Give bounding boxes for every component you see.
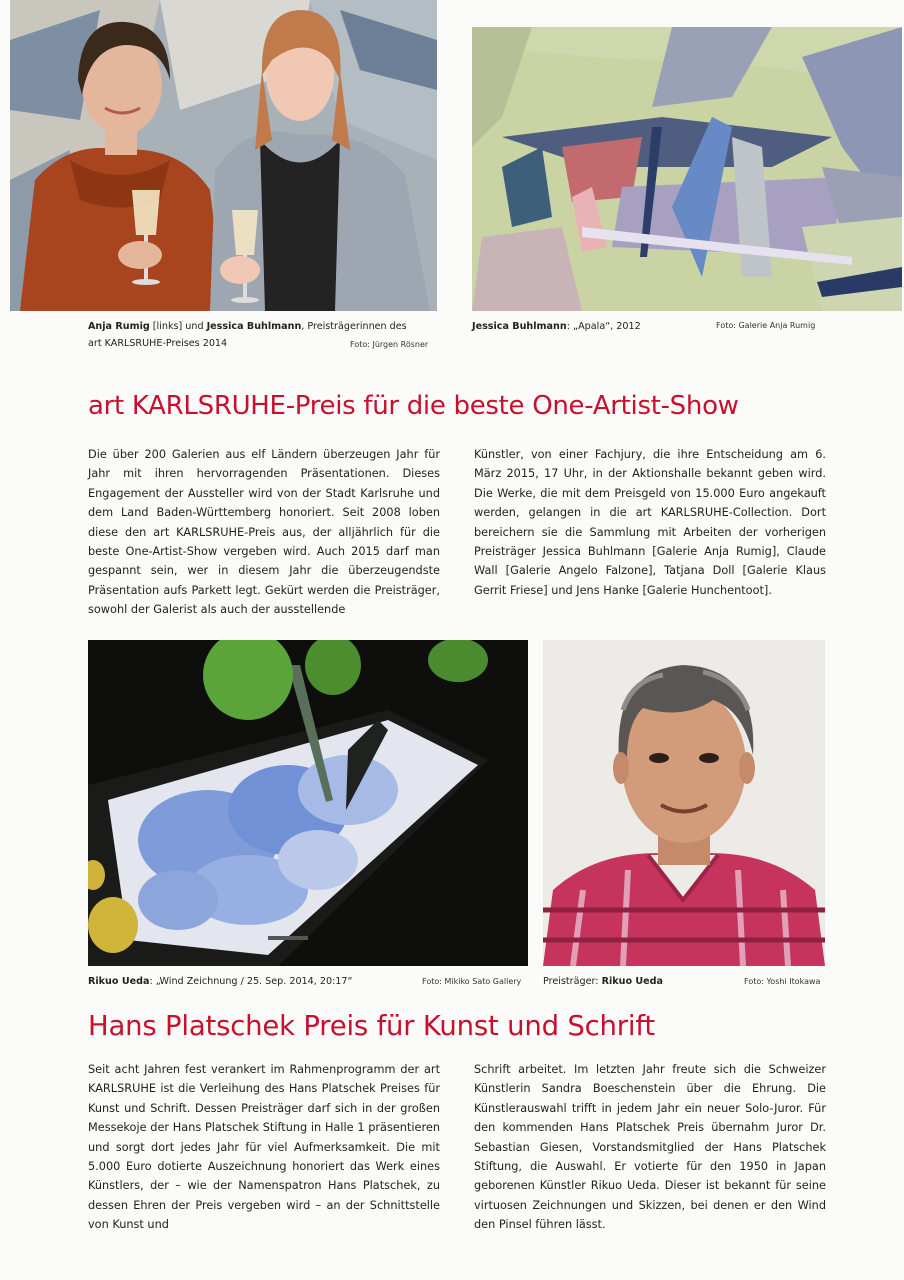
section1-column-right <box>474 445 826 600</box>
caption-line-2: art KARLSRUHE-Preises 2014 <box>88 338 228 349</box>
photo-credit-yoshi-itokawa: Foto: Yoshi Itokawa <box>744 977 821 986</box>
caption-award-winners: Anja Rumig [links] und Jessica Buhlmann, Preisträgerinnen des art KARLSRUHE-Preises 2014 <box>88 318 438 352</box>
photo-award-winners <box>10 0 437 311</box>
section2-paragraph-2: Schrift arbeitet. Im letzten Jahr freute sich die Schweizer Künstlerin Sandra Boeschenstein über die Ehrung. Die Künstlerauswahl trifft in jedem Jahr ein neuer Solo-Juror. Für den kommenden Hans Platschek Preis übernahm Juror Dr. Sebastian Giesen, Vorstandsmitglied der Hans Platschek Stiftung, die Auswahl. Er votierte für den 1950 in Japan geborenen Künstler Rikuo Ueda. Dieser ist bekannt für seine virtuosen Zeichnungen und Skizzen, bei denen er den Wind den Pinsel führen lässt. <box>474 1063 826 1232</box>
caption-portrait-rikuo-ueda: Preisträger: Rikuo Ueda <box>543 976 664 987</box>
section2-paragraph-1: Seit acht Jahren fest verankert im Rahmenprogramm der art KARLSRUHE ist die Verleihung des Hans Platschek Preises für Kunst und Schrift. Dessen Preisträger darf sich in der großen Messekoje der Hans Platschek Stiftung in Halle 1 präsentieren und sorgt dort jedes Jahr für viel Aufmerksamkeit. Die mit 5.000 Euro dotierte Auszeichnung honoriert das Werk eines Künstlers, der – wie der Namenspatron Hans Platschek, zu dessen Ehren der Preis vergeben wird – an der Schnittstelle von Kunst und <box>88 1063 440 1232</box>
section2-column-right <box>474 1060 826 1235</box>
section1-paragraph-2: Künstler, von einer Fachjury, die ihre Entscheidung am 6. März 2015, 17 Uhr, in der Aktionshalle bekannt geben wird. Die Werke, die mit dem Preisgeld von 15.000 Euro angekauft werden, gelangen in die art KARLSRUHE-Collection. Dort bereichern sie die Sammlung mit Arbeiten der vorherigen Preisträger Jessica Buhlmann [Galerie Anja Rumig], Claude Wall [Galerie Angelo Falzone], Tatjana Doll [Galerie Klaus Gerrit Friese] und Jens Hanke [Galerie Hunchentoot]. <box>474 448 826 597</box>
caption-name-anja-rumig: Anja Rumig <box>88 321 150 332</box>
caption-name-rikuo-ueda: Rikuo Ueda <box>88 976 150 987</box>
photo-credit-mikiko-sato: Foto: Mikiko Sato Gallery <box>422 977 522 986</box>
caption-painting-apala: Jessica Buhlmann: „Apala“, 2012 <box>472 321 641 332</box>
photo-wind-drawing <box>88 640 528 966</box>
section1-paragraph-1: Die über 200 Galerien aus elf Ländern überzeugen Jahr für Jahr mit ihren hervorragenden Präsentationen. Dieses Engagement der Aussteller wird von der Stadt Karlsruhe und dem Land Baden-Württemberg honoriert. Seit 2008 loben diese den art KARLSRUHE-Preis aus, der alljährlich für die beste One-Artist-Show vergeben wird. Auch 2015 darf man gespannt sein, wer in diesem Jahr die überzeugendste Präsentation aufs Parkett legt. Gekürt werden die Preisträger, sowohl der Galerist als auch der ausstellende <box>88 448 440 617</box>
photo-portrait-rikuo-ueda <box>543 640 825 966</box>
caption-name-rikuo-ueda-2: Rikuo Ueda <box>601 976 664 987</box>
caption-name-jessica-buhlmann: Jessica Buhlmann <box>206 321 302 332</box>
photo-credit-galerie-anja-rumig: Foto: Galerie Anja Rumig <box>716 321 816 330</box>
section1-column-left <box>88 445 440 620</box>
photo-painting-apala <box>472 27 902 311</box>
caption-wind-drawing: Rikuo Ueda: „Wind Zeichnung / 25. Sep. 2014, 20:17“ <box>88 976 353 987</box>
photo-credit-roesner: Foto: Jürgen Rösner <box>350 340 429 349</box>
headline-art-karlsruhe-preis: art KARLSRUHE-Preis für die beste One-Artist-Show <box>88 391 739 421</box>
section2-column-left <box>88 1060 440 1235</box>
caption-name-jessica-buhlmann-2: Jessica Buhlmann <box>472 321 567 332</box>
headline-hans-platschek-preis: Hans Platschek Preis für Kunst und Schrift <box>88 1010 655 1042</box>
